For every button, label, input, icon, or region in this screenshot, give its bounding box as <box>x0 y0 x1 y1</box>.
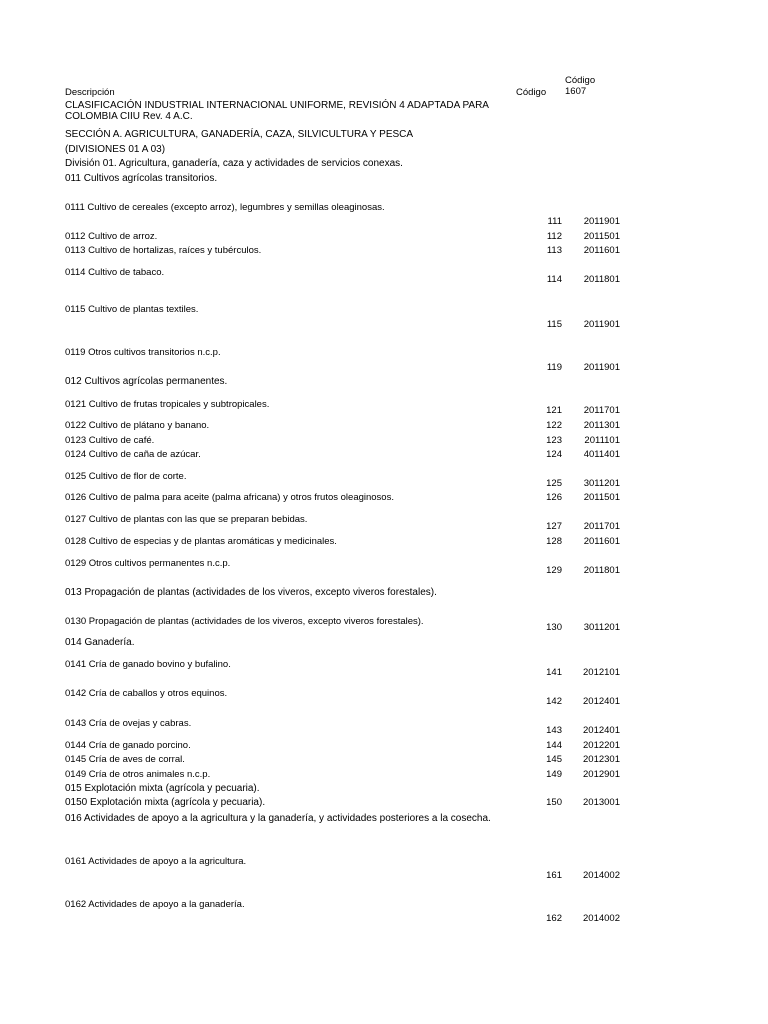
row-codigo: 113 <box>546 245 562 256</box>
row-description: 0161 Actividades de apoyo a la agricultura. <box>65 856 247 867</box>
row-codigo: 115 <box>546 319 562 330</box>
row-codigo: 162 <box>546 913 562 924</box>
row-codigo: 112 <box>546 231 562 242</box>
row-description: 016 Actividades de apoyo a la agricultura y la ganadería, y actividades posteriores a la cosecha. <box>65 813 491 824</box>
row-description: CLASIFICACIÓN INDUSTRIAL INTERNACIONAL UNIFORME, REVISIÓN 4 ADAPTADA PARA COLOMBIA CIIU Rev. 4 A.C. <box>65 100 489 122</box>
row-codigo: 124 <box>546 449 562 460</box>
row-codigo-1607: 2012401 <box>583 696 620 707</box>
row-description: 0115 Cultivo de plantas textiles. <box>65 304 199 315</box>
row-codigo-1607: 2014002 <box>583 870 620 881</box>
row-codigo-1607: 2011501 <box>583 492 620 503</box>
row-description: 0126 Cultivo de palma para aceite (palma africana) y otros frutos oleaginosos. <box>65 492 394 503</box>
row-description: 0142 Cría de caballos y otros equinos. <box>65 688 228 699</box>
row-codigo: 111 <box>547 216 562 227</box>
row-codigo: 145 <box>546 754 562 765</box>
column-header-codigo-1607 <box>565 75 595 97</box>
row-description: 0143 Cría de ovejas y cabras. <box>65 718 192 729</box>
row-codigo-1607: 2012101 <box>583 667 620 678</box>
row-codigo: 125 <box>546 478 562 489</box>
row-description: 015 Explotación mixta (agrícola y pecuaria). <box>65 783 260 794</box>
row-codigo-1607: 2011601 <box>583 245 620 256</box>
row-description: 0128 Cultivo de especias y de plantas aromáticas y medicinales. <box>65 536 337 547</box>
row-codigo-1607: 2011101 <box>584 435 620 446</box>
row-codigo-1607: 2011901 <box>583 216 620 227</box>
row-codigo: 121 <box>546 405 562 416</box>
row-codigo: 122 <box>546 420 562 431</box>
row-codigo: 127 <box>546 521 562 532</box>
column-header-codigo-1607-line2: 1607 <box>565 86 587 97</box>
row-description: 0127 Cultivo de plantas con las que se preparan bebidas. <box>65 514 308 525</box>
row-codigo: 144 <box>546 740 562 751</box>
row-description: División 01. Agricultura, ganadería, caza y actividades de servicios conexas. <box>65 158 403 169</box>
row-description: 0130 Propagación de plantas (actividades de los viveros, excepto viveros forestales). <box>65 616 424 627</box>
row-codigo: 128 <box>546 536 562 547</box>
row-description: (DIVISIONES 01 A 03) <box>65 144 166 155</box>
row-codigo: 123 <box>546 435 562 446</box>
row-codigo: 142 <box>546 696 562 707</box>
row-codigo-1607: 2012201 <box>583 740 620 751</box>
row-description: 0141 Cría de ganado bovino y bufalino. <box>65 659 231 670</box>
row-codigo-1607: 2011801 <box>583 565 620 576</box>
row-codigo-1607: 2011801 <box>583 274 620 285</box>
row-codigo: 143 <box>546 725 562 736</box>
row-description: 0119 Otros cultivos transitorios n.c.p. <box>65 347 221 358</box>
row-codigo-1607: 2013001 <box>583 797 620 808</box>
row-description: SECCIÓN A. AGRICULTURA, GANADERÍA, CAZA, SILVICULTURA Y PESCA <box>65 129 414 140</box>
row-codigo: 126 <box>546 492 562 503</box>
row-codigo-1607: 2011301 <box>583 420 620 431</box>
row-codigo: 129 <box>546 565 562 576</box>
row-description: 011 Cultivos agrícolas transitorios. <box>65 173 218 184</box>
row-description: 0123 Cultivo de café. <box>65 435 155 446</box>
row-description: 0114 Cultivo de tabaco. <box>65 267 165 278</box>
row-description: 0129 Otros cultivos permanentes n.c.p. <box>65 558 231 569</box>
row-codigo: 161 <box>546 870 562 881</box>
row-codigo-1607: 2011901 <box>583 362 620 373</box>
row-codigo-1607: 2014002 <box>583 913 620 924</box>
row-description: 0144 Cría de ganado porcino. <box>65 740 191 751</box>
row-codigo-1607: 2011701 <box>583 521 620 532</box>
column-header-codigo-1607-line1: Código <box>565 75 596 86</box>
row-codigo-1607: 3011201 <box>583 478 620 489</box>
row-description: 0149 Cría de otros animales n.c.p. <box>65 769 211 780</box>
row-codigo-1607: 2012401 <box>583 725 620 736</box>
row-codigo-1607: 4011401 <box>583 449 620 460</box>
row-codigo-1607: 2012901 <box>583 769 620 780</box>
row-codigo: 119 <box>546 362 562 373</box>
row-codigo: 149 <box>546 769 562 780</box>
row-description: 012 Cultivos agrícolas permanentes. <box>65 376 228 387</box>
column-header-codigo: Código <box>516 87 547 98</box>
row-description: 0150 Explotación mixta (agrícola y pecuaria). <box>65 797 266 808</box>
row-codigo-1607: 3011201 <box>583 622 620 633</box>
row-description: 0162 Actividades de apoyo a la ganadería. <box>65 899 245 910</box>
row-codigo-1607: 2011501 <box>583 231 620 242</box>
row-codigo: 130 <box>546 622 562 633</box>
row-codigo-1607: 2011701 <box>583 405 620 416</box>
row-description: 0112 Cultivo de arroz. <box>65 231 158 242</box>
row-description: 014 Ganadería. <box>65 637 135 648</box>
row-description: 0145 Cría de aves de corral. <box>65 754 185 765</box>
row-codigo: 150 <box>546 797 562 808</box>
row-description: 0121 Cultivo de frutas tropicales y subtropicales. <box>65 399 270 410</box>
row-description: 013 Propagación de plantas (actividades de los viveros, excepto viveros forestales). <box>65 587 437 598</box>
row-codigo: 114 <box>546 274 562 285</box>
column-header-descripcion: Descripción <box>65 87 115 98</box>
row-description: 0124 Cultivo de caña de azúcar. <box>65 449 201 460</box>
row-codigo-1607: 2012301 <box>583 754 620 765</box>
row-codigo: 141 <box>546 667 562 678</box>
row-codigo-1607: 2011601 <box>583 536 620 547</box>
row-description: 0111 Cultivo de cereales (excepto arroz), legumbres y semillas oleaginosas. <box>65 202 385 213</box>
row-description: 0125 Cultivo de flor de corte. <box>65 471 187 482</box>
row-description: 0113 Cultivo de hortalizas, raíces y tubérculos. <box>65 245 262 256</box>
row-codigo-1607: 2011901 <box>583 319 620 330</box>
row-description: 0122 Cultivo de plátano y banano. <box>65 420 210 431</box>
